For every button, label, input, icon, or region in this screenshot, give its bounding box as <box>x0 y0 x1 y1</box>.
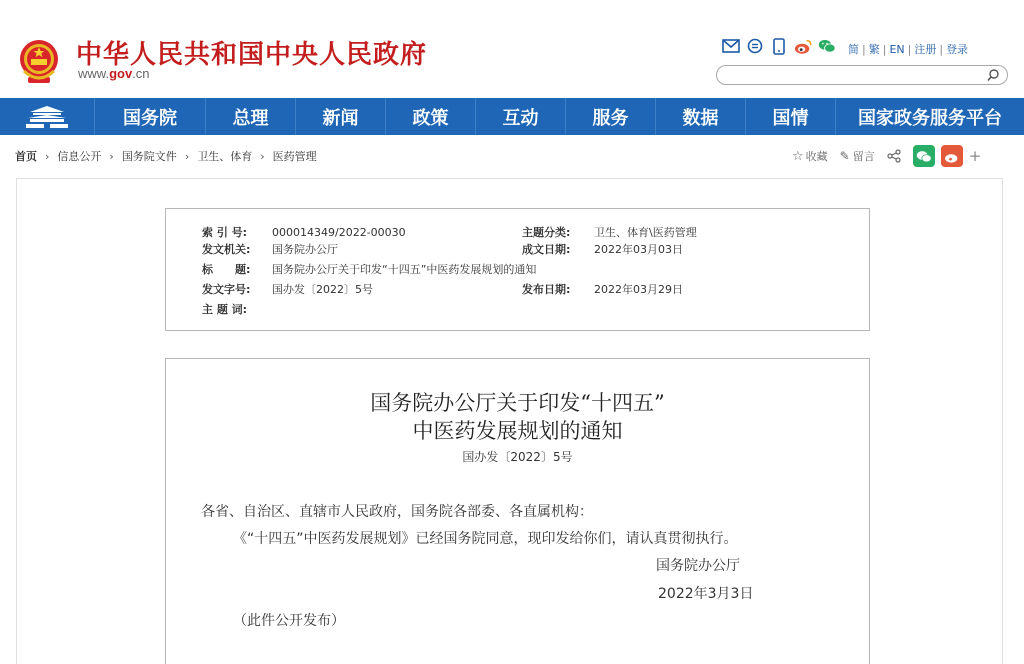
national-emblem-icon[interactable] <box>16 37 62 85</box>
favorite-button[interactable] <box>792 148 828 164</box>
info-title-label: 标 题: <box>202 263 251 276</box>
nav-item-gov-service-platform[interactable]: 国家政务服务平台 <box>858 107 1002 129</box>
site-header <box>0 0 1024 98</box>
info-keywords <box>202 301 272 317</box>
info-date-written-value: 2022年03月03日 <box>594 243 683 256</box>
comment-label: 留言 <box>852 150 875 163</box>
nav-item-policy[interactable]: 政策 <box>386 98 476 135</box>
chevron-right-icon: › <box>45 149 50 163</box>
nav-item-services[interactable]: 服务 <box>566 98 656 135</box>
chevron-right-icon: › <box>260 149 265 163</box>
info-date-written <box>522 241 683 257</box>
info-docno-value: 国办发〔2022〕5号 <box>272 283 373 296</box>
breadcrumb-state-council-docs[interactable]: 国务院文件 <box>121 150 177 163</box>
info-issuer-value: 国务院办公厅 <box>272 243 338 256</box>
top-icons <box>722 37 836 55</box>
search-input[interactable] <box>727 69 987 87</box>
mobile-icon[interactable] <box>770 37 788 55</box>
english-link[interactable]: EN <box>889 43 905 56</box>
mail-icon[interactable] <box>722 37 740 55</box>
info-date-written-label: 成文日期: <box>522 243 571 256</box>
wechat-icon <box>916 150 932 163</box>
comment-button[interactable] <box>840 148 875 164</box>
info-category-value: 卫生、体育\医药管理 <box>594 226 697 239</box>
document-salutation: 各省、自治区、直辖市人民政府，国务院各部委、各直属机构： <box>201 504 593 520</box>
site-title[interactable]: 中华人民共和国中央人民政府 <box>76 40 428 70</box>
info-category-label: 主题分类: <box>522 226 571 239</box>
wechat-icon[interactable] <box>818 37 836 55</box>
nav-item-data[interactable]: 数据 <box>656 98 746 135</box>
url-brand: gov <box>109 66 133 81</box>
info-keywords-label: 主 题 词: <box>202 303 248 316</box>
login-link[interactable]: 登录 <box>946 43 969 56</box>
info-index <box>202 224 406 240</box>
site-url[interactable] <box>78 66 150 81</box>
page-tools <box>792 145 981 167</box>
document-title-line1: 国务院办公厅关于印发“十四五” <box>370 391 665 415</box>
search-icon[interactable] <box>986 68 1001 83</box>
info-issuer <box>202 241 338 257</box>
document-title-line2: 中医药发展规划的通知 <box>412 419 623 443</box>
share-icon <box>887 149 901 163</box>
info-docno <box>202 281 373 297</box>
info-index-value: 000014349/2022-00030 <box>272 226 406 239</box>
info-index-label: 索 引 号: <box>202 226 248 239</box>
chevron-right-icon: › <box>109 149 114 163</box>
share-button[interactable] <box>887 149 901 163</box>
tiananmen-icon <box>24 104 70 130</box>
pencil-icon: ✎ <box>839 149 850 163</box>
weibo-icon <box>944 150 960 163</box>
favorite-label: 收藏 <box>805 150 828 163</box>
top-links: 简 | 繁 | EN | 注册 | 登录 <box>848 43 969 56</box>
chat-icon[interactable] <box>746 37 764 55</box>
weibo-icon[interactable] <box>794 37 812 55</box>
info-docno-label: 发文字号: <box>202 283 251 296</box>
chevron-right-icon: › <box>184 149 190 163</box>
info-issuer-label: 发文机关: <box>202 243 251 256</box>
document-body <box>165 358 870 664</box>
search-box <box>716 65 1008 85</box>
document-info-table <box>165 208 870 331</box>
breadcrumb-home[interactable]: 首页 <box>15 150 37 163</box>
breadcrumb-health-sports[interactable]: 卫生、体育 <box>197 150 253 163</box>
nav-item-news[interactable]: 新闻 <box>296 98 386 135</box>
info-title <box>202 261 536 277</box>
main-nav <box>0 98 1024 135</box>
info-publish-label: 发布日期: <box>522 283 571 296</box>
document-body-text: 《“十四五”中医药发展规划》已经国务院同意，现印发给你们，请认真贯彻执行。 <box>233 531 738 547</box>
document-date: 2022年3月3日 <box>658 586 754 602</box>
info-title-value: 国务院办公厅关于印发“十四五”中医药发展规划的通知 <box>272 263 537 276</box>
url-prefix: www. <box>78 66 110 81</box>
url-suffix: .cn <box>132 66 150 81</box>
wechat-share-button[interactable] <box>913 145 935 167</box>
info-publish-value: 2022年03月29日 <box>594 283 683 296</box>
nav-item-interaction[interactable]: 互动 <box>476 98 566 135</box>
nav-item-premier[interactable]: 总理 <box>206 98 296 135</box>
document-signer: 国务院办公厅 <box>656 558 740 574</box>
traditional-link[interactable]: 繁 <box>868 43 880 56</box>
document-number: 国办发〔2022〕5号 <box>462 450 573 464</box>
breadcrumb-medicine[interactable]: 医药管理 <box>272 150 317 163</box>
nav-item-state-council[interactable]: 国务院 <box>95 98 206 135</box>
info-publish-date <box>522 281 683 297</box>
weibo-share-button[interactable] <box>941 145 963 167</box>
nav-home[interactable] <box>0 98 95 135</box>
breadcrumb <box>15 148 317 164</box>
breadcrumb-info-disclosure[interactable]: 信息公开 <box>57 150 102 163</box>
register-link[interactable]: 注册 <box>914 43 937 56</box>
more-share-icon[interactable]: + <box>968 147 982 165</box>
star-icon: ☆ <box>792 148 804 164</box>
nav-item-national-info[interactable]: 国情 <box>746 98 836 135</box>
document-note: （此件公开发布） <box>233 613 345 629</box>
info-category <box>522 224 697 240</box>
simplified-link[interactable]: 简 <box>848 43 859 56</box>
